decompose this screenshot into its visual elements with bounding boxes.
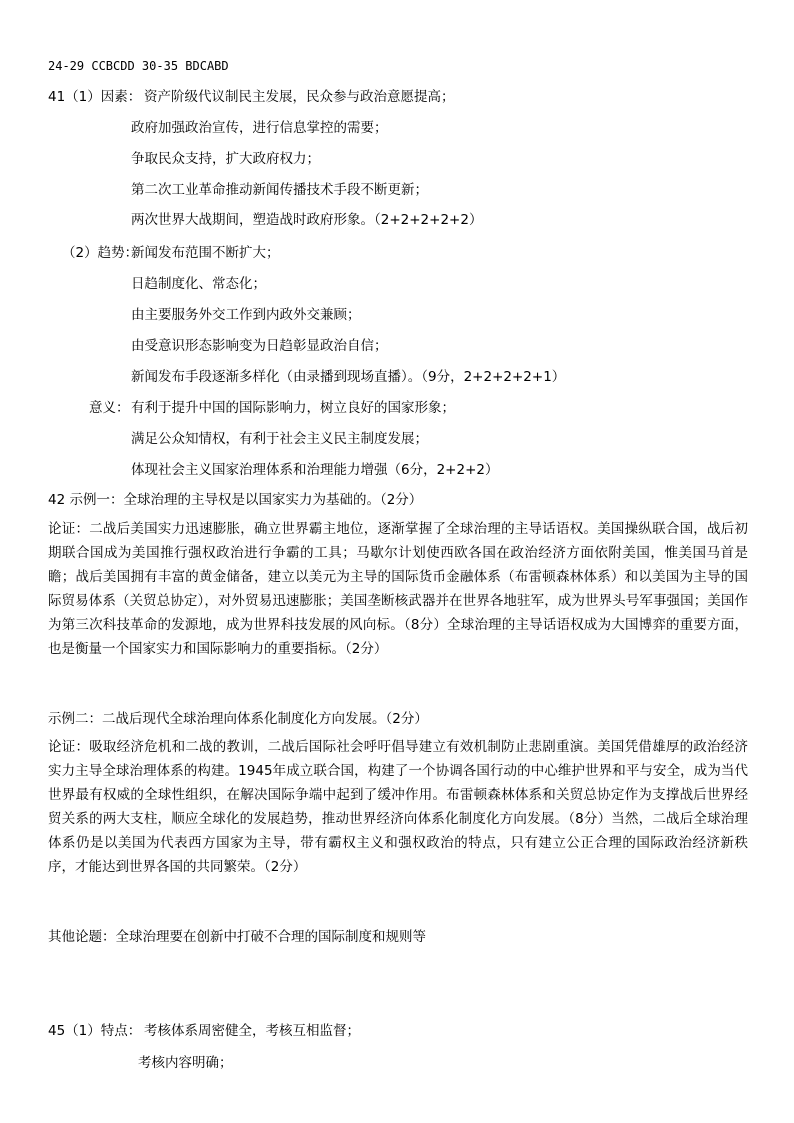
q41-trend-1: 新闻发布范围不断扩大； (131, 245, 280, 261)
q41-factor-5: 两次世界大战期间，塑造战时政府形象。（2+2+2+2+2） (131, 212, 483, 228)
q45-feature-2: 考核内容明确； (138, 1055, 233, 1071)
q45-part1-label: 45（1）特点： (48, 1023, 142, 1039)
answer-key-header: 24-29 CCBCDD 30-35 BDCABD (48, 59, 229, 73)
q41-trend-4: 由受意识形态影响变为日趋彰显政治自信； (131, 338, 388, 354)
q41-trend-2: 日趋制度化、常态化； (131, 276, 266, 292)
q42-other-topics: 其他论题：全球治理要在创新中打破不合理的国际制度和规则等 (48, 929, 426, 945)
q41-factor-3: 争取民众支持，扩大政府权力； (131, 151, 320, 167)
q42-example1-body: 论证：二战后美国实力迅速膨胀，确立世界霸主地位，逐渐掌握了全球治理的主导话语权。美国操纵联合国，战后初期联合国成为美国推行强权政治进行争霸的工具；马歇尔计划使西欧各国在政治经济方面依附美国，惟美国马首是瞻；战后美国拥有丰富的黄金储备，建立以美元为主导的国际货币金融体系（布雷顿森林体系）和以美国为主导的国际贸易体系（关贸总协定），对外贸易迅速膨胀；美国垄断核武器并在世界各地驻军，成为世界头号军事强国；美国作为第三次科技革命的发源地，成为世界科技发展的风向标。（8分）全球治理的主导话语权成为大国博弈的重要方面，也是衡量一个国家实力和国际影响力的重要指标。（2分） (48, 521, 748, 657)
q41-significance-1: 有利于提升中国的国际影响力，树立良好的国家形象； (131, 400, 455, 416)
q42-example2-title: 示例二：二战后现代全球治理向体系化制度化方向发展。（2分） (48, 711, 428, 727)
q42-example1-title: 42 示例一：全球治理的主导权是以国家实力为基础的。（2分） (48, 492, 423, 508)
q41-factor-4: 第二次工业革命推动新闻传播技术手段不断更新； (131, 182, 428, 198)
q41-part2-label: （2）趋势： (62, 245, 139, 261)
q41-trend-5: 新闻发布手段逐渐多样化（由录播到现场直播）。（9分，2+2+2+2+1） (131, 369, 566, 385)
q41-significance-2: 满足公众知情权，有利于社会主义民主制度发展； (131, 431, 428, 447)
q42-example2-body: 论证：吸取经济危机和二战的教训，二战后国际社会呼吁倡导建立有效机制防止悲剧重演。美国凭借雄厚的政治经济实力主导全球治理体系的构建。1945年成立联合国，构建了一个协调各国行动的中心维护世界和平与安全，成为当代世界最有权威的全球性组织，在解决国际争端中起到了缓冲作用。布雷顿森林体系和关贸总协定作为支撑战后世界经贸关系的两大支柱，顺应全球化的发展趋势，推动世界经济向体系化制度化方向发展。（8分）当然，二战后全球治理体系仍是以美国为代表西方国家为主导，带有霸权主义和强权政治的特点，只有建立公正合理的国际政治经济新秩序，才能达到世界各国的共同繁荣。（2分） (48, 739, 748, 875)
q41-part1-label: 41（1）因素： (48, 89, 142, 105)
q41-trend-3: 由主要服务外交工作到内政外交兼顾； (131, 307, 361, 323)
q41-significance-label: 意义： (89, 400, 130, 416)
q41-significance-3: 体现社会主义国家治理体系和治理能力增强（6分，2+2+2） (131, 462, 499, 478)
q41-factor-2: 政府加强政治宣传，进行信息掌控的需要； (131, 120, 388, 136)
q41-factor-1: 资产阶级代议制民主发展，民众参与政治意愿提高； (144, 89, 455, 105)
q45-feature-1: 考核体系周密健全，考核互相监督； (144, 1023, 360, 1039)
